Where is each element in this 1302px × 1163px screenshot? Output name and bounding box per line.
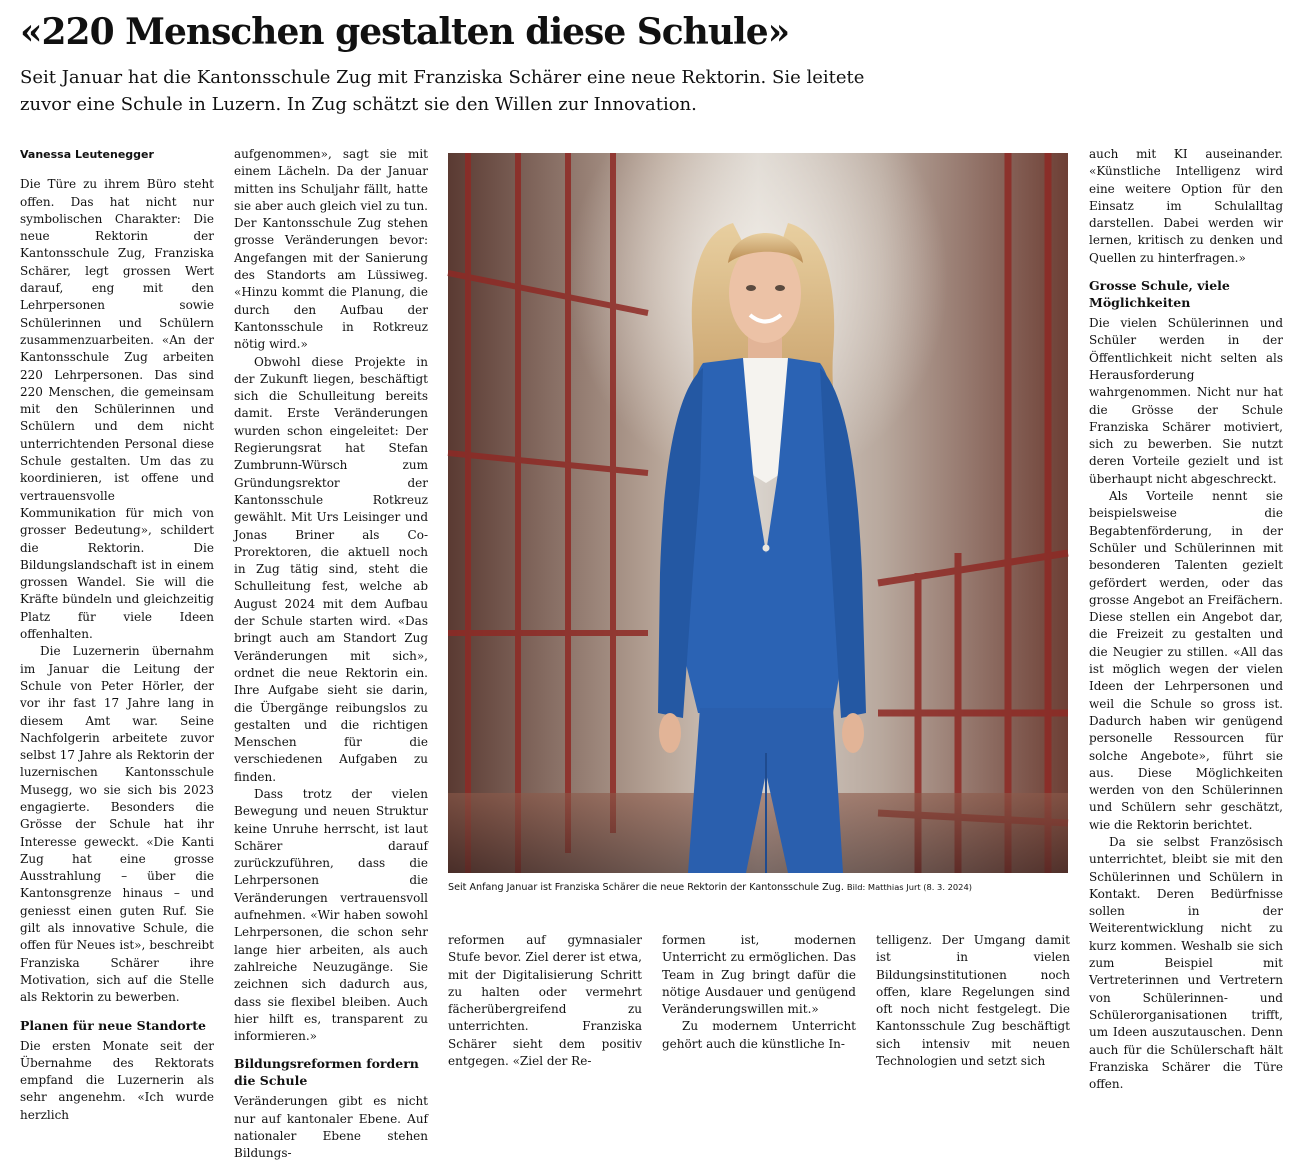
article-column-4 <box>662 932 856 1060</box>
body-paragraph: Obwohl diese Projekte in der Zukunft liegen, beschäftigt sich die Schulleitung bereits damit. Erste Veränderungen wurden schon eingeleitet: Der Regierungsrat hat Stefan Zumbrunn-Würsch zum Gründungsrektor der Kantonsschule Rotkreuz gewählt. Mit Urs Leisinger und Jonas Briner als Co-Prorektoren, die aktuell noch in Zug tätig sind, steht die Schulleitung fest, welche ab August 2024 mit dem Aufbau der Schule starten wird. «Das bringt auch am Standort Zug Veränderungen mit sich», ordnet die neue Rektorin ein. Ihre Aufgabe sieht sie darin, die Übergänge reibungslos zu gestalten und die richtigen Menschen für die verschiedenen Aufgaben zu finden. <box>234 354 428 784</box>
body-paragraph: Veränderungen gibt es nicht nur auf kantonaler Ebene. Auf nationaler Ebene stehen Bildungs- <box>234 1094 428 1161</box>
photo-credit: Bild: Matthias Jurt (8. 3. 2024) <box>846 882 972 892</box>
body-paragraph: Die Luzernerin übernahm im Januar die Leitung der Schule von Peter Hörler, der vor ihr fast 17 Jahre lang in diesem Amt war. Seine Nachfolgerin arbeitete zuvor selbst 17 Jahre als Rektorin der luzernischen Kantonsschule Musegg, wo sie sich bis 2023 engagierte. Besonders die Grösse der Schule hat ihr Interesse geweckt. «Die Kanti Zug hat eine grosse Ausstrahlung – über die Kantonsgrenze hinaus – und geniesst einen guten Ruf. Sie gilt als innovative Schule, die offen für Neues ist», beschreibt Franziska Schärer ihre Motivation, sich auf die Stelle als Rektorin zu bewerben. <box>20 644 214 1005</box>
article-column-5 <box>876 932 1070 1069</box>
portrait-photo <box>448 153 1068 873</box>
lead-paragraph <box>20 64 880 118</box>
headline: «220 Menschen gestalten diese Schule» <box>20 11 790 53</box>
subheading: Planen für neue Standorte <box>20 1017 206 1033</box>
body-paragraph: aufgenommen», sagt sie mit einem Lächeln. Da der Januar mitten ins Schuljahr fällt, hatte sie aber auch gleich viel zu tun. Der Kantonsschule Zug stehen grosse Veränderungen bevor: Angefangen mit der Sanierung des Standorts am Lüssiweg. «Hinzu kommt die Planung, die durch den Aufbau der Kantonsschule in Rotkreuz nötig wird.» <box>234 147 428 352</box>
body-paragraph: auch mit KI auseinander. «Künstliche Intelligenz wird eine weitere Option für den Einsatz im Schulalltag darstellen. Dabei werden wir lernen, kritisch zu denken und Quellen zu hinterfragen.» <box>1089 147 1283 265</box>
article-column-6 <box>1089 146 1283 1092</box>
body-paragraph: Dass trotz der vielen Bewegung und neuen Struktur keine Unruhe herrscht, ist laut Schärer darauf zurückzuführen, dass die Lehrpersonen die Veränderungen vertrauensvoll aufnehmen. «Wir haben sowohl Lehrpersonen, die schon sehr lange hier arbeiten, als auch zahlreiche Neuzugänge. Sie zeichnen sich dadurch aus, dass sie flexibel bleiben. Auch hier hilft es, transparent zu informieren.» <box>234 786 428 1044</box>
article-column-2 <box>234 146 428 1161</box>
body-paragraph: Die vielen Schülerinnen und Schüler werden in der Öffentlichkeit nicht selten als Herausforderung wahrgenommen. Nicht nur hat die Grösse der Schule Franziska Schärer motiviert, sich zu bewerben. Sie nutzt deren Vorteile gezielt und ist überhaupt nicht abgeschreckt. <box>1089 316 1283 486</box>
author-byline: Vanessa Leutenegger <box>20 148 154 161</box>
photo-caption <box>448 880 1072 895</box>
caption-text: Seit Anfang Januar ist Franziska Schärer die neue Rektorin der Kantonsschule Zug. <box>448 882 844 893</box>
lead-line: zuvor eine Schule in Luzern. In Zug schätzt sie den Willen zur Innovation. <box>20 94 697 115</box>
body-paragraph: telligenz. Der Umgang damit ist in vielen Bildungsinstitutionen noch offen, klare Regelungen sind oft noch nicht festgelegt. Die Kantonsschule Zug beschäftigt sich intensiv mit neuen Technologien und setzt sich <box>876 933 1070 1069</box>
body-paragraph: Als Vorteile nennt sie beispielsweise die Begabtenförderung, in der Schüler und Schülerinnen mit besonderen Talenten gezielt gefördert werden, oder das grosse Angebot an Freifächern. Diese stellen ein Angebot dar, die Freizeit zu gestalten und die Neugier zu stillen. «All das ist möglich wegen der vielen Ideen der Lehrpersonen und weil die Schule so gross ist. Dadurch haben wir genügend personelle Ressourcen für solche Angebote», führt sie aus. Diese Möglichkeiten werden von den Schülerinnen und Schülern sehr geschätzt, wie die Rektorin berichtet. <box>1089 489 1283 832</box>
body-paragraph: Zu modernem Unterricht gehört auch die künstliche In- <box>662 1019 856 1051</box>
subheading: Bildungsreformen fordern die Schule <box>234 1056 419 1089</box>
portrait-photo-illustration <box>448 153 1068 873</box>
body-paragraph: Da sie selbst Französisch unterrichtet, bleibt sie mit den Schülerinnen und Schülern in Kontakt. Deren Bedürfnisse sollen in der Weiterentwicklung nicht zu kurz kommen. Weshalb sie sich zum Beispiel mit Vertreterinnen und Vertretern von Schülerinnen- und Schülerorganisationen trifft, um Ideen auszutauschen. Denn auch für die Schülerschaft hält Franziska Schärer die Türe offen. <box>1089 834 1283 1092</box>
body-paragraph: formen ist, modernen Unterricht zu ermöglichen. Das Team in Zug bringt dafür die nötige Ausdauer und genügend Veränderungswillen mit.» <box>662 933 856 1017</box>
body-paragraph: reformen auf gymnasialer Stufe bevor. Ziel derer ist etwa, mit der Digitalisierung Schritt zu halten oder vermehrt fächerübergreifend zu unterrichten. Franziska Schärer sieht dem positiv entgegen. «Ziel der Re- <box>448 933 642 1069</box>
body-paragraph: Die Türe zu ihrem Büro steht offen. Das hat nicht nur symbolischen Charakter: Die neue Rektorin der Kantonsschule Zug, Franziska Schärer, legt grossen Wert darauf, eng mit den Lehrpersonen sowie Schülerinnen und Schülern zusammenzuarbeiten. «An der Kantonsschule Zug arbeiten 220 Lehrpersonen. Das sind 220 Menschen, die gemeinsam mit den Schülerinnen und Schülern und dem nicht unterrichtenden Personal diese Schule gestalten. Um das zu koordinieren, ist offene und vertrauensvolle Kommunikation für mich von grosser Bedeutung», schildert die Rektorin. Die Bildungslandschaft ist in einem grossen Wandel. Sie will die Kräfte bündeln und gleichzeitig Platz für viele Ideen offenhalten. <box>20 177 214 642</box>
article-column-3 <box>448 932 642 1069</box>
body-paragraph: Die ersten Monate seit der Übernahme des Rektorats empfand die Luzernerin als sehr angenehm. «Ich wurde herzlich <box>20 1038 214 1122</box>
lead-line: Seit Januar hat die Kantonsschule Zug mit Franziska Schärer eine neue Rektorin. Sie leitete <box>20 67 865 88</box>
article-column-1 <box>20 146 214 1122</box>
subheading: Grosse Schule, viele Möglichkeiten <box>1089 278 1230 311</box>
